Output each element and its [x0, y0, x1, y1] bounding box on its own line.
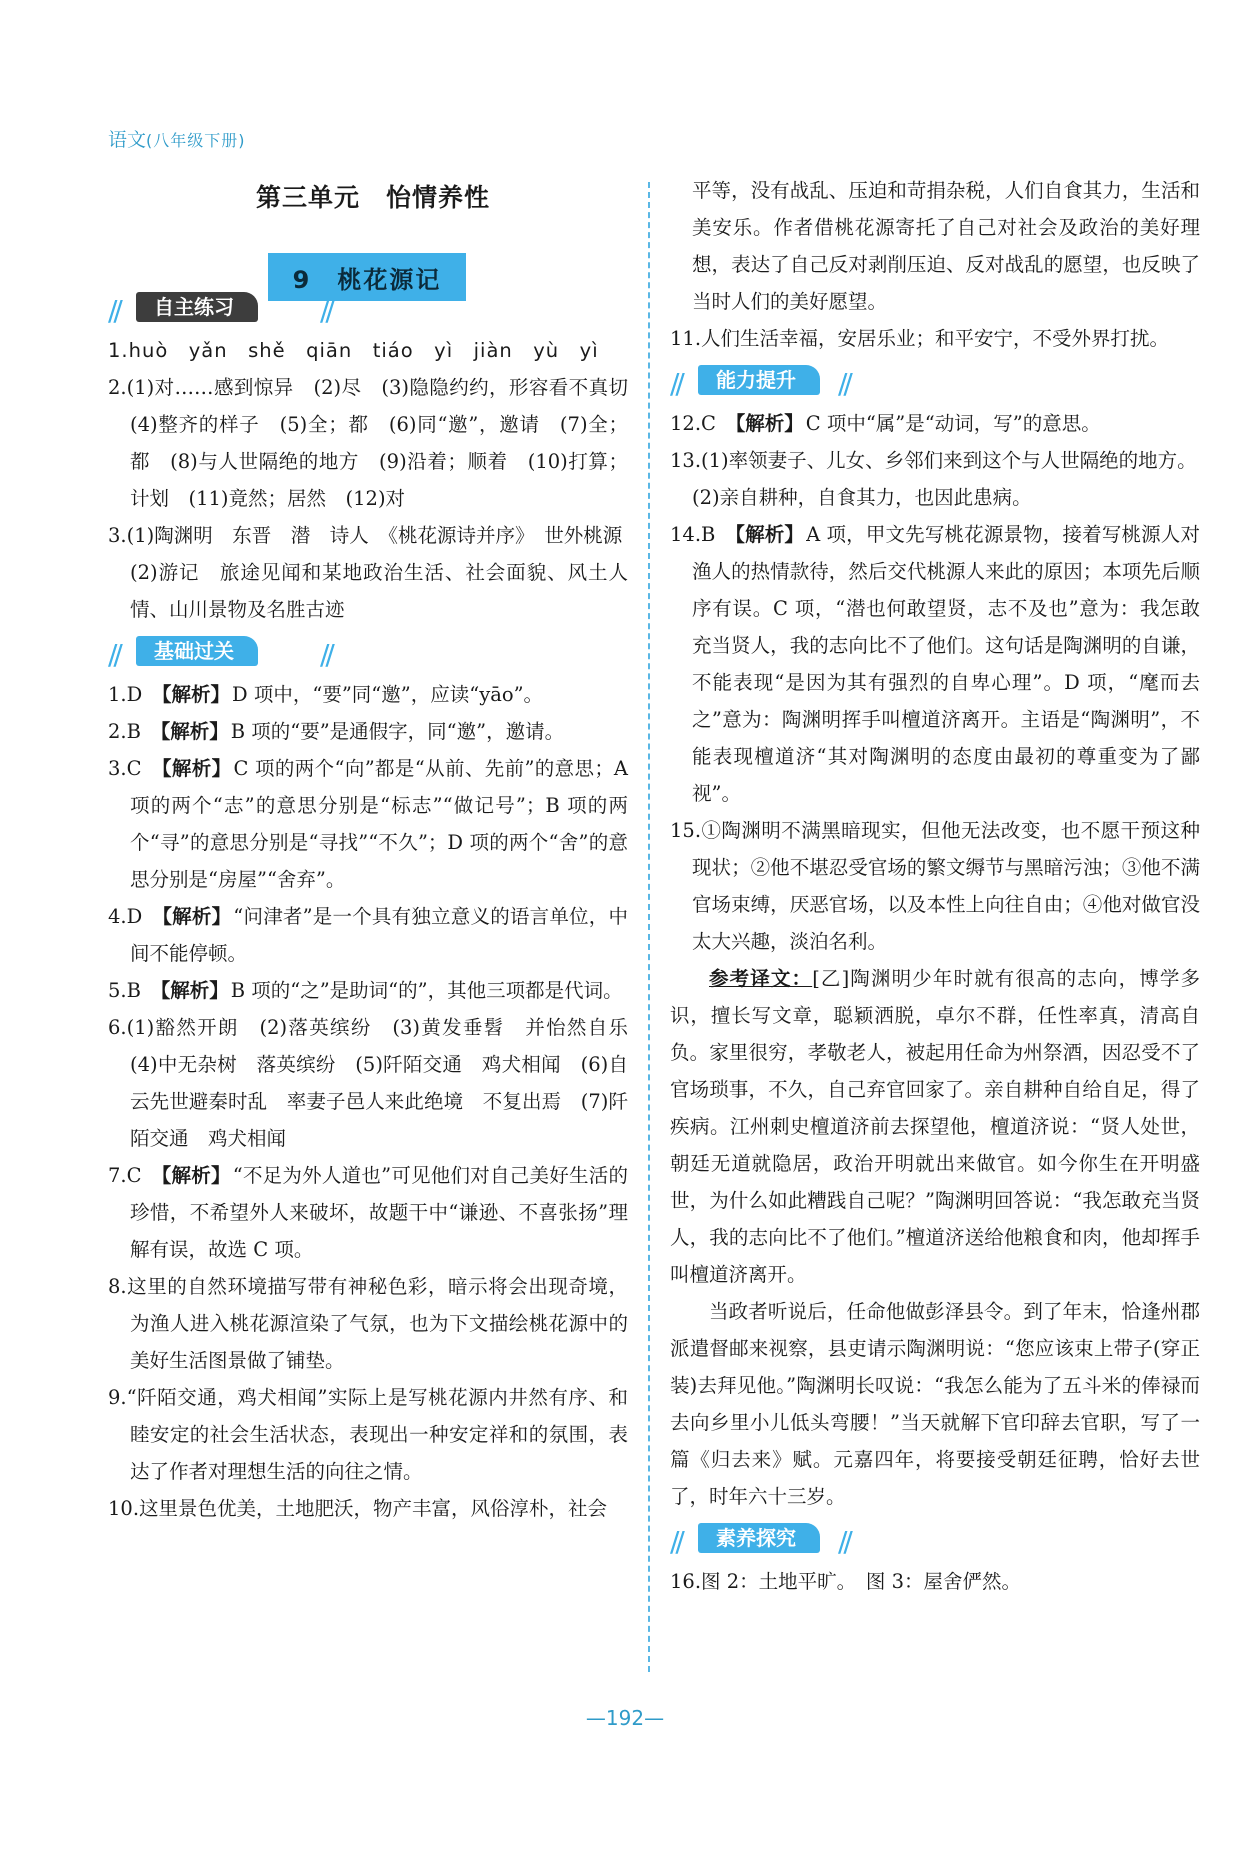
item-number: 9. — [108, 1386, 127, 1409]
header-subject: 语文 — [108, 129, 147, 151]
analysis-tag: 【解析】 — [735, 523, 805, 546]
answer-item: 16.图 2：土地平旷。 图 3：屋舍俨然。 — [670, 1570, 1021, 1593]
lesson-title: 9 桃花源记 — [268, 253, 466, 301]
slash-decoration-icon: // — [320, 638, 331, 671]
item-number: 2.B — [108, 720, 141, 743]
item-text: (1)率领妻子、儿女、乡邻们来到这个与人世隔绝的地方。 — [701, 449, 1197, 472]
slash-decoration-icon: // — [670, 1525, 681, 1558]
analysis-tag: 【解析】 — [735, 412, 804, 435]
slash-decoration-icon: // — [108, 638, 119, 671]
item-text: (2)亲自耕种，自食其力，也因此患病。 — [692, 486, 1032, 509]
answer-item — [108, 1379, 628, 1490]
answer-item: (2)游记 旅途见闻和某地政治生活、社会面貌、风土人情、山川景物及名胜古迹 — [130, 561, 628, 621]
slash-decoration-icon: // — [670, 367, 681, 400]
translation-text: [乙]陶渊明少年时就有很高的志向，博学多识，擅长写文章，聪颖洒脱，卓尔不群，任性率真，清高自负。家里很穷，孝敬老人，被起用任命为州祭酒，因忍受不了官场琐事，不久，自己弃官回家了。亲自耕种自给自足，得了疾病。江州刺史檀道济前去探望他，檀道济说：“贤人处世，朝廷无道就隐居，政治开明就出来做官。如今你生在开明盛世，为什么如此糟践自己呢？”陶渊明回答说：“我怎敢充当贤人，我的志向比不了他们。”檀道济送给他粮食和肉，他却挥手叫檀道济离开。 — [670, 967, 1200, 1286]
answer-item: 11.人们生活幸福，安居乐业；和平安宁，不受外界打扰。 — [670, 327, 1170, 350]
item-number: 13. — [670, 449, 702, 472]
item-text: A 项，甲文先写桃花源景物，接着写桃源人对渔人的热情款待，然后交代桃源人来此的原因；本项先后顺序有误。C 项，“潜也何敢望贤，志不及也”意为：我怎敢充当贤人，我的志向比不了他们。这句话是陶渊明的自谦，不能表现“是因为其有强烈的自卑心理”。D 项，“麾而去之”意为：陶渊明挥手叫檀道济离开。主语是“陶渊明”，不能表现檀道济“其对陶渊明的态度由最初的尊重变为了鄙视”。 — [692, 523, 1200, 805]
section-badge-suyang — [670, 1519, 1200, 1559]
column-divider — [648, 182, 650, 1672]
item-text: B 项的“之”是助词“的”，其他三项都是代词。 — [230, 979, 623, 1002]
answer-item — [108, 713, 628, 750]
item-number: 6. — [108, 1016, 127, 1039]
header-grade: (八年级下册) — [146, 131, 246, 150]
answer-item — [670, 516, 1200, 812]
slash-decoration-icon: // — [838, 367, 849, 400]
answer-item — [108, 676, 628, 713]
item-text: (1)豁然开朗 (2)落英缤纷 (3)黄发垂髫 并怡然自乐 (4)中无杂树 落英缤纷 (5)阡陌交通 鸡犬相闻 (6)自云先世避秦时乱 率妻子邑人来此绝境 不复出焉 (7)阡陌交通 鸡犬相闻 — [126, 1016, 648, 1150]
answer-item — [108, 1009, 648, 1157]
section-badge-zizhu — [108, 288, 628, 328]
item-text: “不足为外人道也”可见他们对自己美好生活的珍惜，不希望外人来破坏，故题干中“谦逊、不喜张扬”理解有误，故选 C 项。 — [130, 1164, 628, 1261]
item-text: “阡陌交通，鸡犬相闻”实际上是写桃花源内井然有序、和睦安定的社会生活状态，表现出一种安定祥和的氛围，表达了作者对理想生活的向往之情。 — [126, 1386, 628, 1483]
item-text: C 项的两个“向”都是“从前、先前”的意思；A 项的两个“志”的意思分别是“标志”“做记号”；B 项的两个“寻”的意思分别是“寻找”“不久”；D 项的两个“舍”的意思分别是“房屋”“舍弃”。 — [130, 757, 628, 891]
item-number: 1.D — [108, 683, 143, 706]
analysis-tag: 【解析】 — [161, 683, 231, 706]
item-number: 7.C — [108, 1164, 142, 1187]
answer-continuation: 平等，没有战乱、压迫和苛捐杂税，人们自食其力，生活和美安乐。作者借桃花源寄托了自己对社会及政治的美好理想，表达了自己反对剥削压迫、反对战乱的愿望，也反映了当时人们的美好愿望。 — [692, 179, 1200, 313]
left-column — [108, 294, 648, 1527]
item-text: B 项的“要”是通假字，同“邀”，邀请。 — [230, 720, 565, 743]
item-number: 15. — [670, 819, 702, 842]
section-badge-nengli — [670, 361, 1200, 401]
section-badge-jichu — [108, 632, 628, 672]
right-column — [670, 172, 1200, 1600]
section-label: 自主练习 — [136, 292, 258, 322]
item-text: ①陶渊明不满黑暗现实，但他无法改变，也不愿干预这种现状；②他不堪忍受官场的繁文缛节与黑暗污浊；③他不满官场束缚，厌恶官场，以及本性上向往自由；④他对做官没太大兴趣，淡泊名利。 — [692, 819, 1200, 953]
translation-paragraph: 当政者听说后，任命他做彭泽县令。到了年末，恰逢州郡派遣督邮来视察，县吏请示陶渊明说：“您应该束上带子(穿正装)去拜见他。”陶渊明长叹说：“我怎么能为了五斗米的俸禄而去向乡里小儿低头弯腰！”当天就解下官印辞去官职，写了一篇《归去来》赋。元嘉四年，将要接受朝廷征聘，恰好去世了，时年六十三岁。 — [670, 1300, 1200, 1508]
answer-item: 1.huò yǎn shě qiān tiáo yì jiàn yù yì — [108, 339, 599, 362]
translation-label: 参考译文： — [709, 967, 813, 990]
page-header — [108, 125, 246, 152]
answer-item — [670, 405, 1200, 442]
translation-paragraph — [670, 960, 1200, 1293]
item-number: 8. — [108, 1275, 127, 1298]
item-number: 3.C — [108, 757, 142, 780]
slash-decoration-icon: // — [108, 294, 119, 327]
answer-item: 2.(1)对……感到惊异 (2)尽 (3)隐隐约约，形容看不真切 (4)整齐的样子 (5)全；都 (6)同“邀”，邀请 (7)全；都 (8)与人世隔绝的地方 (9)沿着；顺着 (10)打算；计划 (11)竟然；居然 (12)对 — [108, 376, 648, 510]
analysis-tag: 【解析】 — [162, 905, 232, 928]
slash-decoration-icon: // — [320, 294, 331, 327]
analysis-tag: 【解析】 — [161, 757, 232, 780]
answer-item — [670, 479, 1200, 516]
analysis-tag: 【解析】 — [161, 1164, 231, 1187]
answer-item — [108, 1268, 628, 1379]
analysis-tag: 【解析】 — [160, 720, 229, 743]
slash-decoration-icon: // — [838, 1525, 849, 1558]
answer-item — [108, 898, 628, 972]
page-number: —192— — [585, 1706, 665, 1730]
item-text: C 项中“属”是“动词，写”的意思。 — [805, 412, 1101, 435]
item-text: D 项中，“要”同“邀”，应读“yāo”。 — [232, 683, 544, 706]
answer-item — [108, 750, 628, 898]
answer-item — [108, 1157, 628, 1268]
unit-title: 第三单元 怡情养性 — [255, 183, 490, 212]
item-text: “问津者”是一个具有独立意义的语言单位，中间不能停顿。 — [130, 905, 628, 965]
item-number: 5.B — [108, 979, 141, 1002]
section-label: 基础过关 — [136, 636, 258, 666]
item-number: 4.D — [108, 905, 143, 928]
answer-item — [670, 442, 1200, 479]
answer-item: 3.(1)陶渊明 东晋 潜 诗人 《桃花源诗并序》 世外桃源 — [108, 524, 623, 547]
analysis-tag: 【解析】 — [160, 979, 229, 1002]
section-label: 能力提升 — [698, 365, 820, 395]
item-number: 14.B — [670, 523, 716, 546]
item-text: 这里的自然环境描写带有神秘色彩，暗示将会出现奇境，为渔人进入桃花源渲染了气氛，也为下文描绘桃花源中的美好生活图景做了铺垫。 — [126, 1275, 628, 1372]
answer-item — [108, 1490, 628, 1527]
section-label: 素养探究 — [698, 1523, 820, 1553]
answer-item — [670, 812, 1200, 960]
answer-item — [108, 972, 628, 1009]
item-number: 12.C — [670, 412, 716, 435]
item-number: 10. — [108, 1497, 140, 1520]
answer-list — [108, 676, 648, 1527]
item-text: 这里景色优美，土地肥沃，物产丰富，风俗淳朴，社会 — [139, 1497, 608, 1520]
